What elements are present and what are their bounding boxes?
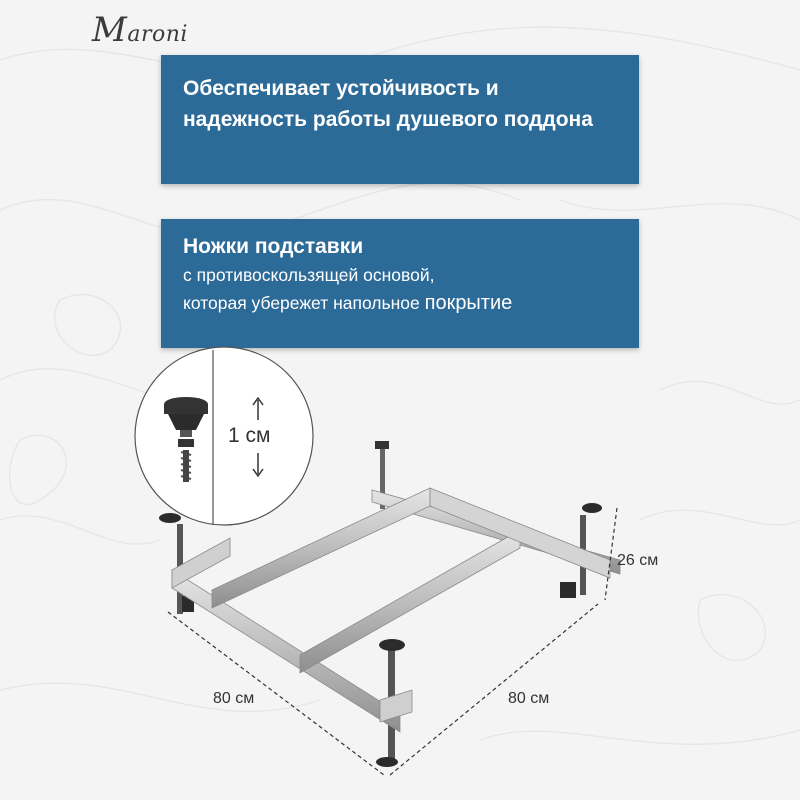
- logo-initial: M: [92, 10, 128, 50]
- foot-adjust-label: 1 см: [228, 424, 271, 447]
- logo-rest: aroni: [127, 22, 188, 47]
- feature-card-stability-text: Обеспечивает устойчивость и надежность работы душевого поддона: [183, 77, 593, 131]
- dimension-front-label: 80 см: [213, 690, 255, 707]
- feature-card-legs-line1: с противоскользящей основой,: [183, 265, 435, 285]
- feature-card-legs-line2-main: которая убережет напольное: [183, 293, 425, 313]
- dimension-side-label: 80 см: [508, 690, 550, 707]
- foot-detail-callout: [135, 347, 313, 525]
- feature-card-legs-title: Ножки подставки: [183, 235, 364, 258]
- feature-card-legs-line2-tail: покрытие: [424, 292, 513, 314]
- dimension-height-label: 26 см: [617, 552, 659, 569]
